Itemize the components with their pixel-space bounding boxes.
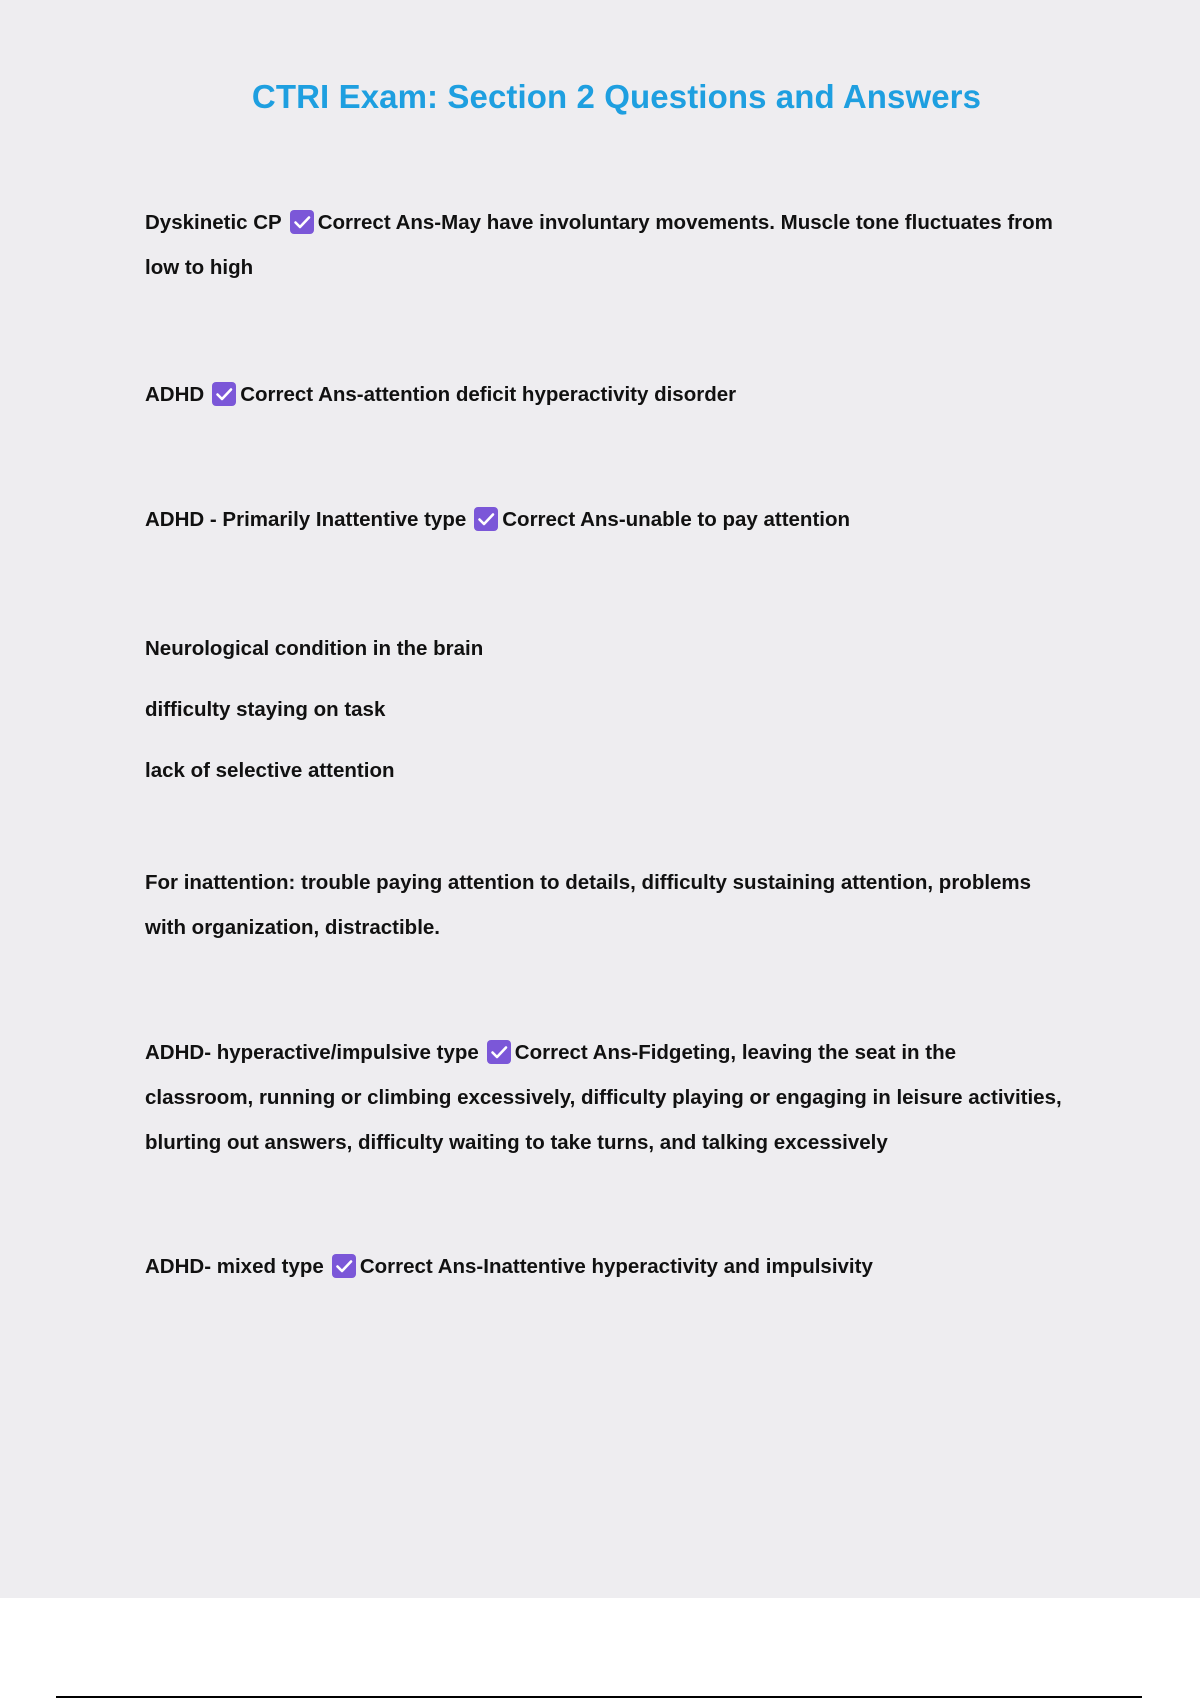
answer-text: Correct Ans-unable to pay attention — [502, 508, 851, 531]
qa-line — [145, 1244, 1105, 1289]
qa-entry-dyskinetic-cp — [145, 200, 1105, 290]
checkbox-checked-icon — [487, 1040, 511, 1064]
page-title: CTRI Exam: Section 2 Questions and Answers — [251, 78, 982, 115]
footer-divider — [56, 1696, 1142, 1698]
qa-entry-adhd-hyperactive — [145, 1030, 1105, 1165]
question-term: ADHD- mixed type — [145, 1255, 324, 1278]
note-line: difficulty staying on task — [145, 698, 386, 721]
answer-text: Correct Ans-attention deficit hyperactivity disorder — [240, 383, 737, 406]
note-line: with organization, distractible. — [145, 916, 440, 939]
question-term: ADHD - Primarily Inattentive type — [145, 508, 467, 531]
qa-entry-adhd-inattentive — [145, 497, 1105, 542]
qa-line — [145, 200, 1105, 245]
answer-text: Correct Ans-Fidgeting, leaving the seat in the — [514, 1041, 956, 1064]
answer-text: Correct Ans-Inattentive hyperactivity and impulsivity — [359, 1255, 873, 1278]
answer-text-continued: low to high — [145, 256, 254, 279]
checkbox-checked-icon — [332, 1254, 356, 1278]
note-line: Neurological condition in the brain — [145, 637, 484, 660]
question-term: ADHD- hyperactive/impulsive type — [145, 1041, 479, 1064]
qa-entry-inattention — [145, 860, 1105, 950]
note-line: For inattention: trouble paying attention to details, difficulty sustaining attention, problems — [145, 871, 1032, 894]
qa-entry-adhd — [145, 372, 1105, 417]
qa-line — [145, 372, 1105, 417]
checkbox-checked-icon — [474, 507, 498, 531]
answer-text-continued: blurting out answers, difficulty waiting to take turns, and talking excessively — [145, 1131, 888, 1154]
qa-line — [145, 1030, 1105, 1075]
question-term: Dyskinetic CP — [145, 211, 282, 234]
qa-entry-notes — [145, 618, 1105, 801]
checkbox-checked-icon — [212, 382, 236, 406]
qa-entry-adhd-mixed — [145, 1244, 1105, 1289]
question-term: ADHD — [145, 383, 205, 406]
answer-text: Correct Ans-May have involuntary movements. Muscle tone fluctuates from — [317, 211, 1053, 234]
answer-text-continued: classroom, running or climbing excessively, difficulty playing or engaging in leisure activities, — [145, 1086, 1062, 1109]
checkbox-checked-icon — [290, 210, 314, 234]
qa-line — [145, 497, 1105, 542]
note-line: lack of selective attention — [145, 759, 395, 782]
